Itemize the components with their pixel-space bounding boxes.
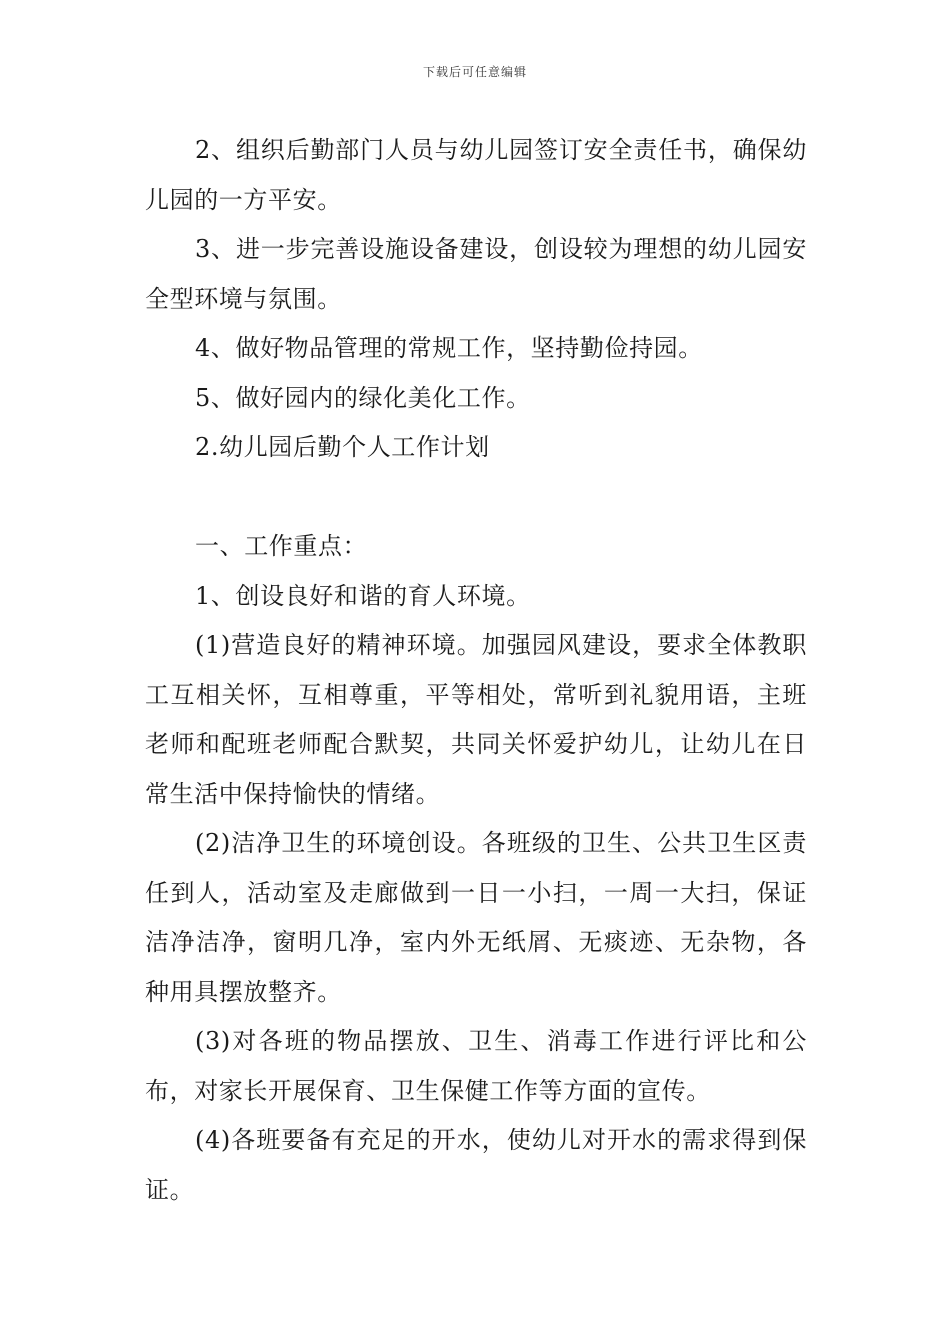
paragraph-spirit-environment: (1)营造良好的精神环境。加强园风建设，要求全体教职工互相关怀，互相尊重，平等相处，常听到礼貌用语，主班老师和配班老师配合默契，共同关怀爱护幼儿，让幼儿在日常生活中保持愉快的情绪。 bbox=[145, 631, 807, 808]
paragraph-item-2: 2、组织后勤部门人员与幼儿园签订安全责任书，确保幼儿园的一方平安。 bbox=[145, 136, 807, 214]
subheading-environment: 1、创设良好和谐的育人环境。 bbox=[195, 581, 531, 610]
paragraph-item-5: 5、做好园内的绿化美化工作。 bbox=[195, 383, 531, 412]
document-body bbox=[145, 126, 807, 1215]
paragraph-evaluation: (3)对各班的物品摆放、卫生、消毒工作进行评比和公布，对家长开展保育、卫生保健工作等方面的宣传。 bbox=[145, 1027, 807, 1105]
paragraph-item-4: 4、做好物品管理的常规工作，坚持勤俭持园。 bbox=[195, 334, 703, 362]
header-note: 下载后可任意编辑 bbox=[422, 65, 527, 79]
paragraph-drinking-water: (4)各班要备有充足的开水，使幼儿对开水的需求得到保证。 bbox=[145, 1126, 807, 1204]
paragraph-clean-environment: (2)洁净卫生的环境创设。各班级的卫生、公共卫生区责任到人，活动室及走廊做到一日一小扫，一周一大扫，保证洁净洁净，窗明几净，室内外无纸屑、无痰迹、无杂物，各种用具摆放整齐。 bbox=[145, 829, 807, 1006]
paragraph-item-3: 3、进一步完善设施设备建设，创设较为理想的幼儿园安全型环境与氛围。 bbox=[145, 235, 807, 313]
section-heading-plan: 2.幼儿园后勤个人工作计划 bbox=[195, 433, 490, 461]
section-heading-key-work: 一、工作重点： bbox=[195, 532, 368, 560]
blank-line bbox=[145, 473, 807, 523]
